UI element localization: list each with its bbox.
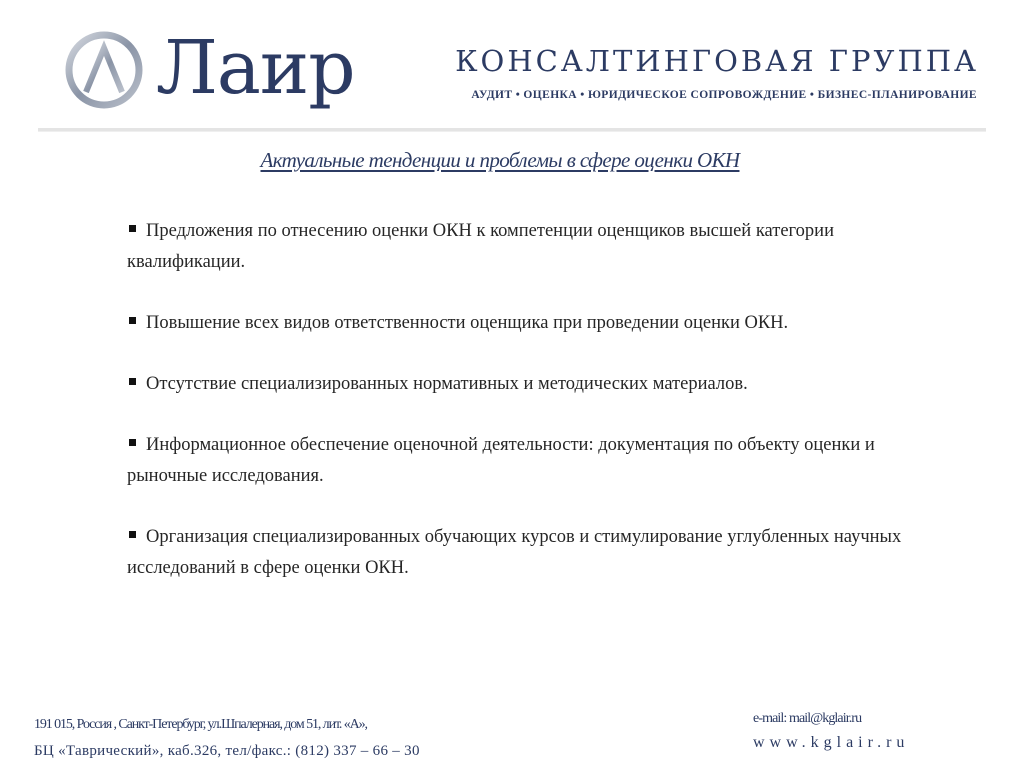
footer-contacts xyxy=(753,707,909,755)
email-link[interactable]: e-mail: mail@kglair.ru xyxy=(753,711,862,726)
header xyxy=(0,0,1024,135)
footer-address xyxy=(34,712,420,764)
address-line-1: 191 015, Россия , Санкт-Петербург, ул.Шпалерная, дом 51, лит. «А», xyxy=(34,717,367,732)
bullet-item xyxy=(127,216,917,278)
company-tagline: АУДИТ • ОЦЕНКА • ЮРИДИЧЕСКОЕ СОПРОВОЖДЕНИЕ • БИЗНЕС-ПЛАНИРОВАНИЕ xyxy=(471,89,977,101)
square-bullet-icon xyxy=(129,531,136,538)
bullet-text: Предложения по отнесению оценки ОКН к компетенции оценщиков высшей категории квалификации. xyxy=(127,221,834,272)
square-bullet-icon xyxy=(129,225,136,232)
square-bullet-icon xyxy=(129,317,136,324)
logo-emblem-icon xyxy=(64,30,144,110)
bullet-text: Отсутствие специализированных нормативных и методических материалов. xyxy=(146,374,748,394)
square-bullet-icon xyxy=(129,439,136,446)
address-line-2: БЦ «Таврический», каб.326, тел/факс.: (812) 337 – 66 – 30 xyxy=(34,743,420,759)
header-divider xyxy=(38,128,986,132)
bullet-text: Организация специализированных обучающих курсов и стимулирование углубленных научных исследований в сфере оценки ОКН. xyxy=(127,527,902,578)
website-link[interactable]: www.kglair.ru xyxy=(753,734,910,751)
bullet-text: Информационное обеспечение оценочной деятельности: документация по объекту оценки и рыночные исследования. xyxy=(127,435,875,486)
slide-title: Актуальные тенденции и проблемы в сфере оценки ОКН xyxy=(260,148,740,172)
bullet-item xyxy=(127,308,917,339)
square-bullet-icon xyxy=(129,378,136,385)
company-logo xyxy=(62,25,372,120)
bullet-item xyxy=(127,369,917,400)
bullet-text: Повышение всех видов ответственности оценщика при проведении оценки ОКН. xyxy=(146,313,789,333)
bullet-item xyxy=(127,430,917,492)
company-name: КОНСАЛТИНГОВАЯ ГРУППА xyxy=(455,44,979,78)
bullet-item xyxy=(127,522,917,584)
logo-wordmark: Лаир xyxy=(156,25,355,111)
bullet-list xyxy=(127,216,917,614)
